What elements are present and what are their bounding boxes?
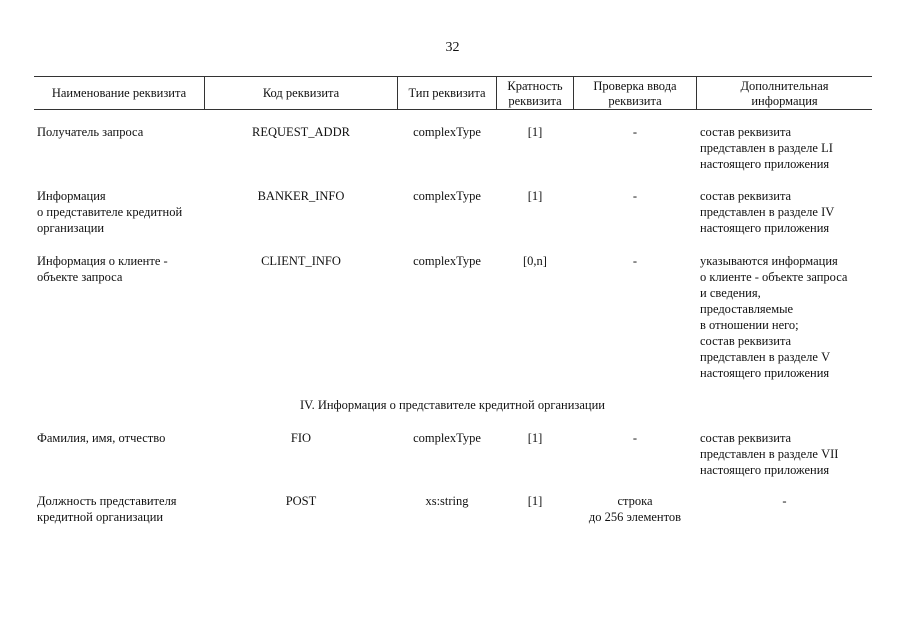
- cell-type: complexType: [413, 189, 481, 203]
- cell-name: Фамилия, имя, отчество: [37, 431, 166, 445]
- cell-additional-info: указываются информация о клиенте - объекте запроса и сведения, предоставляемые в отношении него; состав реквизита представлен в разделе V настоящего приложения: [700, 254, 848, 380]
- cell-input-check: -: [632, 189, 638, 203]
- cell-code: CLIENT_INFO: [261, 254, 341, 268]
- cell-additional-info: состав реквизита представлен в разделе IV настоящего приложения: [700, 189, 835, 235]
- cell-multiplicity: [0,n]: [523, 254, 547, 268]
- cell-name: Информация о клиенте - объекте запроса: [37, 254, 168, 284]
- cell-multiplicity: [1]: [527, 189, 543, 203]
- cell-code: REQUEST_ADDR: [252, 125, 350, 139]
- cell-multiplicity: [1]: [527, 431, 543, 445]
- cell-input-check: строка до 256 элементов: [588, 494, 682, 524]
- cell-type: complexType: [413, 254, 481, 268]
- cell-multiplicity: [1]: [527, 125, 543, 139]
- header-multiplicity: Кратность реквизита: [507, 78, 563, 108]
- header-code: Код реквизита: [262, 86, 340, 100]
- cell-input-check: -: [632, 431, 638, 445]
- cell-multiplicity: [1]: [527, 494, 543, 508]
- cell-input-check: -: [632, 125, 638, 139]
- page-number: 32: [445, 40, 460, 55]
- cell-name: Информация о представителе кредитной организации: [37, 189, 183, 235]
- table-header-top-rule: [34, 76, 872, 77]
- header-additional-info: Дополнительная информация: [740, 78, 829, 108]
- cell-input-check: -: [632, 254, 638, 268]
- cell-code: BANKER_INFO: [257, 189, 345, 203]
- section-title: IV. Информация о представителе кредитной организации: [300, 398, 605, 412]
- cell-type: xs:string: [425, 494, 469, 508]
- cell-type: complexType: [413, 125, 481, 139]
- header-input-check: Проверка ввода реквизита: [593, 78, 677, 108]
- cell-name: Должность представителя кредитной организации: [37, 494, 177, 524]
- header-name: Наименование реквизита: [51, 86, 187, 100]
- cell-code: FIO: [290, 431, 312, 445]
- cell-additional-info: состав реквизита представлен в разделе LI настоящего приложения: [700, 125, 833, 171]
- cell-code: POST: [285, 494, 317, 508]
- cell-additional-info: состав реквизита представлен в разделе VII настоящего приложения: [700, 431, 839, 477]
- cell-type: complexType: [413, 431, 481, 445]
- cell-additional-info: -: [782, 494, 787, 508]
- table-header-bottom-rule: [34, 109, 872, 110]
- header-type: Тип реквизита: [408, 86, 486, 100]
- cell-name: Получатель запроса: [37, 125, 144, 139]
